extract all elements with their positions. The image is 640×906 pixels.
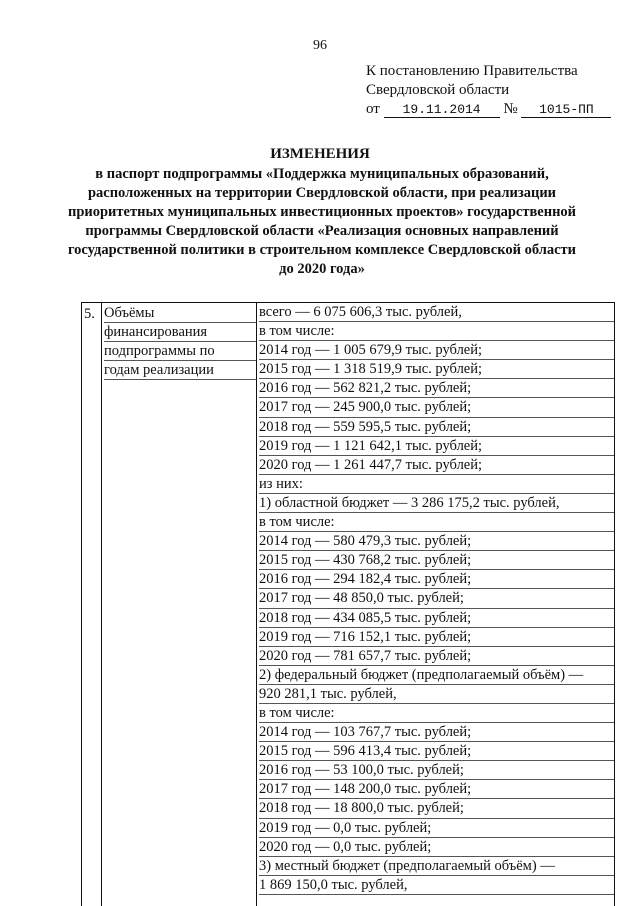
value-line: 2020 год — 0,0 тыс. рублей; [259, 838, 614, 857]
appendix-date-line [366, 100, 611, 119]
value-line: 920 281,1 тыс. рублей, [259, 685, 614, 704]
value-line: 2018 год — 18 800,0 тыс. рублей; [259, 799, 614, 818]
value-line: 3) местный бюджет (предполагаемый объём) — [259, 857, 614, 876]
value-line: 2015 год — 1 318 519,9 тыс. рублей; [259, 360, 614, 379]
value-line: 2018 год — 559 595,5 тыс. рублей; [259, 418, 614, 437]
value-line: 2018 год — 434 085,5 тыс. рублей; [259, 609, 614, 628]
value-line: 2019 год — 716 152,1 тыс. рублей; [259, 628, 614, 647]
value-line: 2017 год — 48 850,0 тыс. рублей; [259, 589, 614, 608]
value-line: 2) федеральный бюджет (предполагаемый объём) — [259, 666, 614, 685]
value-line: 1 869 150,0 тыс. рублей, [259, 876, 614, 895]
appendix-line-2: Свердловской области [366, 82, 510, 98]
row-value-cell [257, 303, 614, 906]
value-line: 2014 год — 103 767,7 тыс. рублей; [259, 723, 614, 742]
passport-table [81, 302, 615, 906]
row-name-cell [102, 303, 257, 906]
value-line: 2017 год — 245 900,0 тыс. рублей; [259, 398, 614, 417]
name-line: годам реализации [104, 361, 256, 380]
value-line: 2019 год — 1 121 642,1 тыс. рублей; [259, 437, 614, 456]
appendix-header [366, 62, 611, 119]
resolution-date: 19.11.2014 [384, 103, 500, 118]
value-line: 2014 год — 580 479,3 тыс. рублей; [259, 532, 614, 551]
value-line: 2016 год — 562 821,2 тыс. рублей; [259, 379, 614, 398]
resolution-number: 1015-ПП [521, 103, 611, 118]
document-title: ИЗМЕНЕНИЯ [270, 146, 370, 162]
row-number-cell: 5. [82, 303, 102, 906]
appendix-line-1: К постановлению Правительства [366, 63, 578, 79]
value-line: 2016 год — 53 100,0 тыс. рублей; [259, 761, 614, 780]
value-line: 2020 год — 781 657,7 тыс. рублей; [259, 647, 614, 666]
value-line: из них: [259, 475, 614, 494]
name-line: подпрограммы по [104, 342, 256, 361]
date-prefix: от [366, 101, 380, 117]
value-line: всего — 6 075 606,3 тыс. рублей, [259, 303, 614, 322]
value-line: в том числе: [259, 513, 614, 532]
document-subtitle: в паспорт подпрограммы «Поддержка муниципальных образований, расположенных на территории Свердловской области, при реализации приоритетных муниципальных инвестиционных проектов» государственной программы Свердловской области «Реализация основных направлений государственной политики в строительном комплексе Свердловской области до 2020 года» [67, 166, 577, 277]
value-line: 2016 год — 294 182,4 тыс. рублей; [259, 570, 614, 589]
value-line: 2017 год — 148 200,0 тыс. рублей; [259, 780, 614, 799]
number-prefix: № [503, 101, 518, 117]
value-line: 2020 год — 1 261 447,7 тыс. рублей; [259, 456, 614, 475]
value-line: в том числе: [259, 704, 614, 723]
value-line: 1) областной бюджет — 3 286 175,2 тыс. рублей, [259, 494, 614, 513]
page-number: 96 [313, 38, 327, 53]
name-line: Объёмы [104, 304, 256, 323]
value-line: 2015 год — 596 413,4 тыс. рублей; [259, 742, 614, 761]
value-line: 2019 год — 0,0 тыс. рублей; [259, 819, 614, 838]
name-line: финансирования [104, 323, 256, 342]
value-line: 2015 год — 430 768,2 тыс. рублей; [259, 551, 614, 570]
value-line: 2014 год — 1 005 679,9 тыс. рублей; [259, 341, 614, 360]
value-line: в том числе: [259, 322, 614, 341]
